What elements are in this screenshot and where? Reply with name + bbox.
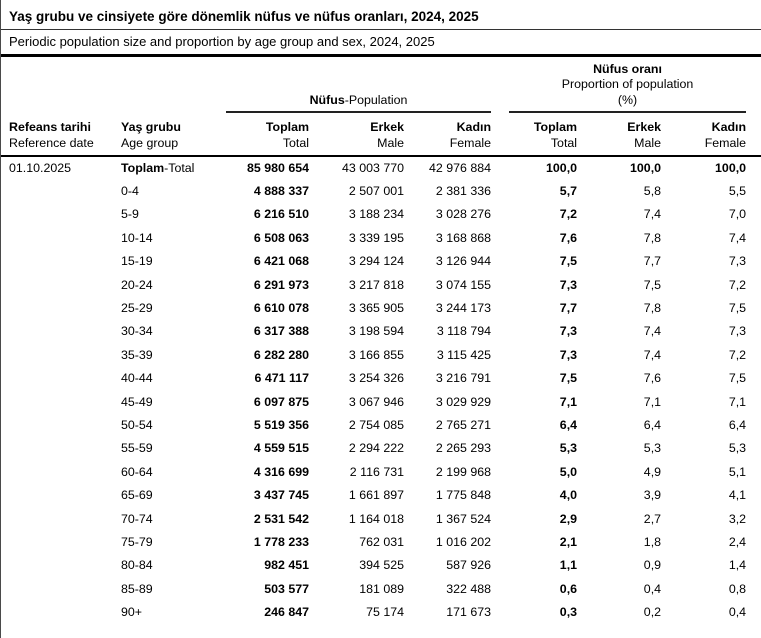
reference-date-column-header: Refeans tarihi Reference date	[1, 113, 121, 156]
proportion-female-cell: 5,3	[728, 441, 747, 456]
age-group-cell	[121, 437, 226, 460]
age-group-cell	[121, 179, 226, 202]
proportion-male-cell: 5,3	[643, 441, 662, 456]
proportion-female-cell: 0,8	[728, 581, 747, 596]
population-male-cell: 75 174	[366, 605, 404, 620]
age-group-label: 30-34	[121, 324, 153, 339]
table-row	[1, 203, 761, 226]
population-male-cell: 3 166 855	[348, 347, 404, 362]
reference-date-cell	[1, 343, 121, 366]
reference-date-cell	[1, 483, 121, 506]
population-female-cell: 3 216 791	[435, 371, 492, 386]
table-row	[1, 483, 761, 506]
population-male-cell: 3 198 594	[348, 324, 404, 339]
population-female-cell: 3 244 173	[435, 301, 492, 316]
proportion-male-cell: 2,7	[643, 511, 662, 526]
population-female-column-header: Kadın Female	[404, 113, 491, 156]
population-male-cell: 1 661 897	[348, 488, 404, 503]
proportion-total-cell: 0,6	[559, 581, 578, 596]
proportion-female-cell: 5,1	[728, 464, 747, 479]
population-total-cell: 503 577	[264, 581, 309, 596]
population-female-cell: 3 029 929	[435, 394, 492, 409]
population-group-header	[226, 57, 491, 113]
age-group-label: 45-49	[121, 394, 153, 409]
proportion-male-cell: 4,9	[643, 464, 662, 479]
age-group-cell	[121, 390, 226, 413]
table-row	[1, 367, 761, 390]
age-group-cell	[121, 530, 226, 553]
age-group-cell	[121, 156, 226, 179]
proportion-male-cell: 7,8	[643, 301, 662, 316]
proportion-male-cell: 7,4	[643, 324, 662, 339]
proportion-total-cell: 7,3	[559, 324, 578, 339]
population-female-cell: 3 074 155	[435, 277, 492, 292]
table-row	[1, 390, 761, 413]
population-male-cell: 3 067 946	[348, 394, 404, 409]
proportion-female-cell: 7,2	[728, 347, 747, 362]
age-group-label: 80-84	[121, 558, 153, 573]
proportion-female-cell: 7,1	[728, 394, 747, 409]
reference-date-cell	[1, 367, 121, 390]
population-male-cell: 3 339 195	[348, 230, 404, 245]
age-group-cell	[121, 320, 226, 343]
age-group-cell	[121, 600, 226, 623]
age-group-label: 60-64	[121, 464, 153, 479]
table-row	[1, 600, 761, 623]
population-male-cell: 1 164 018	[348, 511, 404, 526]
population-total-cell: 6 291 973	[253, 277, 309, 292]
proportion-female-cell: 7,2	[728, 277, 747, 292]
proportion-male-cell: 6,4	[643, 417, 662, 432]
population-group-separator: -	[344, 92, 349, 107]
column-header-row	[1, 113, 761, 156]
population-male-cell: 2 754 085	[348, 417, 404, 432]
reference-date-cell	[1, 179, 121, 202]
reference-date-cell	[1, 320, 121, 343]
age-group-label: 15-19	[121, 254, 153, 269]
proportion-total-cell: 7,5	[559, 371, 578, 386]
proportion-male-cell: 3,9	[643, 488, 662, 503]
population-total-cell: 5 519 356	[253, 417, 309, 432]
table-row	[1, 296, 761, 319]
population-female-cell: 3 028 276	[435, 207, 492, 222]
age-group-label: 0-4	[121, 184, 139, 199]
population-male-cell: 2 116 731	[349, 464, 404, 479]
proportion-male-cell: 7,4	[643, 347, 662, 362]
proportion-total-cell: 7,3	[559, 347, 578, 362]
proportion-female-cell: 7,5	[728, 371, 747, 386]
population-female-cell: 2 265 293	[435, 441, 492, 456]
population-female-cell: 3 126 944	[435, 254, 492, 269]
population-male-cell: 3 365 905	[348, 301, 404, 316]
age-group-label: 40-44	[121, 371, 153, 386]
proportion-male-cell: 0,2	[643, 605, 662, 620]
age-group-label: 25-29	[121, 301, 153, 316]
proportion-total-cell: 1,1	[559, 558, 578, 573]
population-male-cell: 3 217 818	[348, 277, 404, 292]
proportion-total-cell: 7,5	[559, 254, 578, 269]
population-total-cell: 4 316 699	[253, 464, 309, 479]
reference-date-cell	[1, 250, 121, 273]
population-total-cell: 6 508 063	[253, 230, 309, 245]
proportion-female-cell: 1,4	[728, 558, 747, 573]
age-group-cell	[121, 460, 226, 483]
population-total-cell: 85 980 654	[246, 161, 309, 176]
population-female-cell: 322 488	[446, 581, 492, 596]
proportion-total-cell: 5,0	[559, 464, 578, 479]
proportion-total-cell: 7,6	[559, 230, 578, 245]
population-total-cell: 6 421 068	[253, 254, 309, 269]
proportion-male-cell: 7,8	[643, 230, 662, 245]
population-male-cell: 2 507 001	[348, 184, 404, 199]
population-total-column-header: Toplam Total	[226, 113, 309, 156]
proportion-total-cell: 5,3	[559, 441, 578, 456]
population-male-cell: 3 294 124	[348, 254, 404, 269]
population-total-cell: 6 097 875	[253, 394, 309, 409]
proportion-total-cell: 5,7	[559, 184, 578, 199]
population-female-cell: 3 168 868	[435, 230, 492, 245]
proportion-group-header	[491, 57, 761, 113]
population-total-cell: 246 847	[264, 605, 309, 620]
table-row	[1, 460, 761, 483]
age-group-column-header: Yaş grubu Age group	[121, 113, 226, 156]
age-group-cell	[121, 483, 226, 506]
reference-date-cell	[1, 296, 121, 319]
population-female-cell: 2 199 968	[435, 464, 492, 479]
proportion-total-cell: 4,0	[559, 488, 578, 503]
proportion-female-cell: 7,5	[728, 301, 747, 316]
age-group-cell	[121, 554, 226, 577]
population-female-cell: 42 976 884	[429, 161, 492, 176]
proportion-group-label-en: Proportion of population	[561, 77, 694, 91]
population-male-column-header: Erkek Male	[309, 113, 404, 156]
table-row	[1, 320, 761, 343]
proportion-female-cell: 2,4	[728, 534, 747, 549]
age-group-cell	[121, 507, 226, 530]
proportion-male-cell: 100,0	[630, 161, 662, 176]
age-group-label: 35-39	[121, 347, 153, 362]
population-total-cell: 6 216 510	[253, 207, 309, 222]
proportion-male-cell: 1,8	[643, 534, 662, 549]
reference-date-cell	[1, 390, 121, 413]
table-row	[1, 273, 761, 296]
reference-date-cell	[1, 507, 121, 530]
proportion-total-cell: 2,9	[559, 511, 578, 526]
table-row	[1, 507, 761, 530]
proportion-total-cell: 0,3	[559, 605, 578, 620]
population-total-cell: 4 559 515	[253, 441, 309, 456]
group-header-spacer	[1, 57, 226, 113]
reference-date-cell	[1, 437, 121, 460]
proportion-female-cell: 7,0	[728, 207, 747, 222]
table-row	[1, 156, 761, 179]
proportion-female-cell: 4,1	[728, 488, 747, 503]
population-total-cell: 6 471 117	[254, 371, 309, 386]
population-male-cell: 3 188 234	[348, 207, 404, 222]
population-male-cell: 3 254 326	[348, 371, 404, 386]
reference-date-cell	[1, 273, 121, 296]
population-female-cell: 3 118 794	[436, 324, 492, 339]
proportion-group-label-tr: Nüfus oranı	[593, 61, 662, 76]
age-group-cell	[121, 226, 226, 249]
population-total-cell: 4 888 337	[253, 184, 309, 199]
reference-date-cell	[1, 460, 121, 483]
age-group-label: 10-14	[121, 230, 153, 245]
proportion-total-cell: 6,4	[559, 417, 578, 432]
age-group-label: 5-9	[121, 207, 139, 222]
reference-date-cell	[1, 226, 121, 249]
proportion-male-cell: 7,4	[643, 207, 662, 222]
proportion-male-cell: 7,1	[643, 394, 662, 409]
population-female-cell: 587 926	[446, 558, 492, 573]
reference-date-cell	[1, 203, 121, 226]
proportion-male-column-header: Erkek Male	[577, 113, 661, 156]
table-row	[1, 530, 761, 553]
population-female-cell: 1 367 524	[435, 511, 492, 526]
table-row	[1, 413, 761, 436]
age-group-cell	[121, 203, 226, 226]
population-male-cell: 762 031	[359, 534, 404, 549]
proportion-female-cell: 3,2	[728, 511, 747, 526]
age-group-cell	[121, 343, 226, 366]
proportion-male-cell: 7,7	[643, 254, 662, 269]
proportion-total-cell: 7,3	[559, 277, 578, 292]
age-group-cell	[121, 413, 226, 436]
age-group-label: 85-89	[121, 581, 153, 596]
proportion-total-column-header: Toplam Total	[491, 113, 577, 156]
proportion-group-unit: (%)	[617, 92, 638, 107]
population-male-cell: 394 525	[359, 558, 404, 573]
group-header-row	[1, 57, 761, 113]
proportion-male-cell: 7,6	[643, 371, 662, 386]
population-total-cell: 6 610 078	[253, 301, 309, 316]
population-female-cell: 3 115 425	[436, 347, 492, 362]
population-group-label-en: Population	[348, 92, 408, 107]
population-total-cell: 3 437 745	[253, 488, 309, 503]
proportion-total-cell: 100,0	[546, 161, 578, 176]
age-group-label: -Total	[164, 161, 195, 176]
age-group-label: 65-69	[121, 488, 153, 503]
age-group-cell	[121, 296, 226, 319]
age-group-cell	[121, 273, 226, 296]
population-female-cell: 2 765 271	[435, 417, 492, 432]
proportion-female-cell: 7,3	[728, 324, 747, 339]
age-group-label: 20-24	[121, 277, 153, 292]
proportion-total-cell: 7,2	[559, 207, 578, 222]
age-group-label: 75-79	[121, 534, 153, 549]
proportion-female-cell: 6,4	[728, 417, 747, 432]
reference-date-cell	[1, 530, 121, 553]
population-table	[1, 57, 761, 624]
table-row	[1, 179, 761, 202]
proportion-female-column-header: Kadın Female	[661, 113, 761, 156]
age-group-label: 90+	[121, 605, 143, 620]
table-row	[1, 250, 761, 273]
proportion-male-cell: 0,4	[643, 581, 662, 596]
table-row	[1, 343, 761, 366]
population-female-cell: 2 381 336	[435, 184, 492, 199]
page-title: Yaş grubu ve cinsiyete göre dönemlik nüfus ve nüfus oranları, 2024, 2025	[1, 0, 761, 30]
population-male-cell: 181 089	[359, 581, 404, 596]
reference-date-cell: 01.10.2025	[9, 161, 72, 176]
population-female-cell: 1 775 848	[435, 488, 492, 503]
population-group-label-tr: Nüfus	[309, 92, 345, 107]
proportion-female-cell: 0,4	[728, 605, 747, 620]
reference-date-cell	[1, 577, 121, 600]
reference-date-cell	[1, 600, 121, 623]
table-row	[1, 554, 761, 577]
proportion-female-cell: 5,5	[728, 184, 747, 199]
table-row	[1, 577, 761, 600]
population-total-cell: 6 282 280	[253, 347, 309, 362]
reference-date-cell	[1, 554, 121, 577]
proportion-male-cell: 0,9	[643, 558, 662, 573]
age-group-cell	[121, 577, 226, 600]
proportion-total-cell: 7,1	[559, 394, 578, 409]
proportion-male-cell: 7,5	[643, 277, 662, 292]
age-group-cell	[121, 250, 226, 273]
proportion-female-cell: 100,0	[715, 161, 747, 176]
population-female-cell: 171 673	[446, 605, 492, 620]
table-row	[1, 437, 761, 460]
table-row	[1, 226, 761, 249]
population-female-cell: 1 016 202	[435, 534, 492, 549]
proportion-female-cell: 7,3	[728, 254, 747, 269]
reference-date-cell	[1, 413, 121, 436]
population-male-cell: 2 294 222	[348, 441, 404, 456]
population-total-cell: 2 531 542	[253, 511, 309, 526]
age-group-label: 50-54	[121, 417, 153, 432]
proportion-total-cell: 2,1	[559, 534, 578, 549]
age-group-label: 70-74	[121, 511, 153, 526]
population-male-cell: 43 003 770	[341, 161, 404, 176]
age-group-label-strong: Toplam	[121, 161, 165, 176]
population-total-cell: 1 778 233	[253, 534, 309, 549]
population-total-cell: 6 317 388	[253, 324, 309, 339]
page-subtitle: Periodic population size and proportion by age group and sex, 2024, 2025	[9, 34, 435, 49]
age-group-label: 55-59	[121, 441, 153, 456]
proportion-male-cell: 5,8	[643, 184, 662, 199]
proportion-female-cell: 7,4	[728, 230, 747, 245]
table-body	[1, 156, 761, 624]
population-total-cell: 982 451	[264, 558, 309, 573]
age-group-cell	[121, 367, 226, 390]
proportion-total-cell: 7,7	[559, 301, 578, 316]
